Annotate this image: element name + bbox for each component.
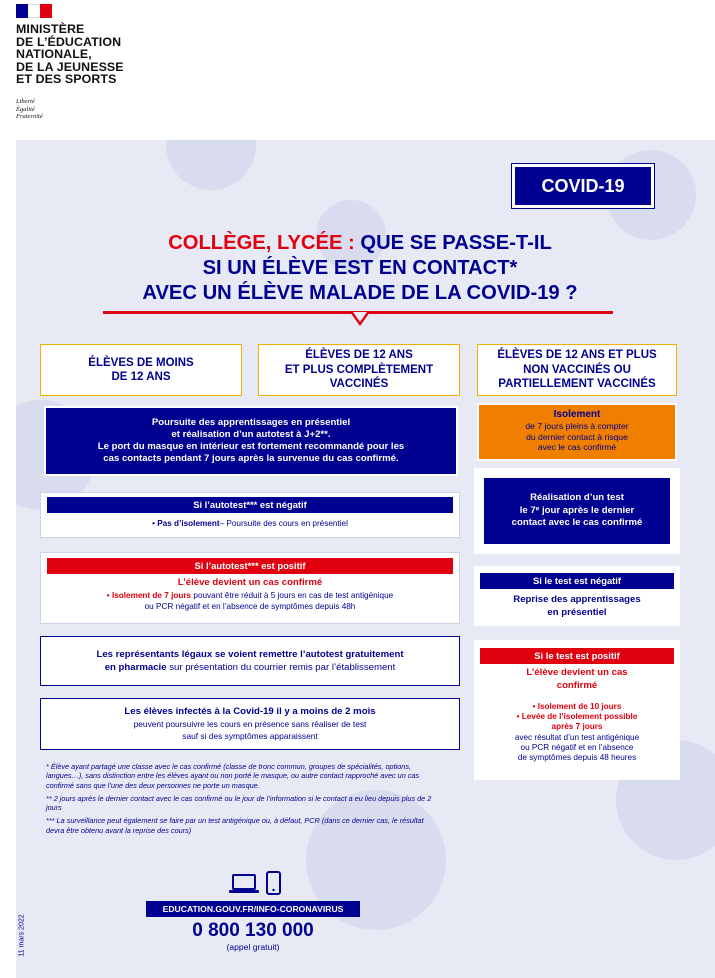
test-day-7-box: [482, 476, 672, 546]
main-box-line: et réalisation d’un autotest à J+2**.: [171, 428, 331, 440]
positive-bar: Si l’autotest*** est positif: [47, 558, 453, 574]
positive-condition-line: avec résultat d’un test antigénique: [514, 732, 640, 742]
resume-line: en présentiel: [547, 606, 607, 618]
pharmacy-text: en pharmacie: [104, 662, 167, 673]
isolation-lift-line: après 7 jours: [551, 722, 603, 732]
column-header-line: ÉLÈVES DE 12 ANS: [305, 349, 413, 362]
phone-number: 0 800 130 000: [192, 920, 314, 941]
isolation-7-days: • Isolement de 7 jours: [106, 591, 192, 600]
positive-condition-line: ou PCR négatif et en l’absence: [520, 742, 634, 752]
footnote-3: *** La surveillance peut également se faire par un test antigénique ou, à défaut, PCR (dans ce dernier cas, le résultat devra être obtenu avant la reprise des cours): [46, 816, 424, 835]
isolation-title: Isolement: [553, 409, 601, 420]
test-positive-card: [474, 640, 680, 780]
column-header-line: DE 12 ANS: [111, 371, 171, 383]
infected-students-box: [40, 698, 460, 750]
test-negative-bar: Si le test est négatif: [480, 573, 674, 589]
infected-line-3: sauf si des symptômes apparaissent: [182, 731, 318, 741]
negative-bar: Si l’autotest*** est négatif: [47, 497, 453, 513]
smartphone-icon: [266, 871, 281, 895]
main-box-line: Poursuite des apprentissages en présentiel: [151, 416, 351, 428]
test-negative-card: [474, 566, 680, 626]
autotest-positive-card: [40, 552, 460, 624]
page-title: [60, 231, 660, 306]
column-header-line: ÉLÈVES DE MOINS: [88, 356, 194, 369]
ministry-line: NATIONALE,: [16, 47, 92, 62]
info-url-link[interactable]: EDUCATION.GOUV.FR/INFO-CORONAVIRUS: [146, 901, 360, 917]
legal-reps-line-2: sur présentation du courrier remis par l’établissement: [166, 662, 396, 673]
ministry-line: DE L’ÉDUCATION: [16, 34, 122, 49]
phone-note: (appel gratuit): [226, 942, 280, 952]
laptop-icon: [228, 873, 260, 895]
infected-line-1: Les élèves infectés à la Covid-19 il y a moins de 2 mois: [124, 706, 376, 717]
test-box-line: Réalisation d’un test: [530, 492, 624, 504]
isolation-line: du dernier contact à risque: [526, 431, 628, 442]
autotest-main-box: [44, 406, 458, 476]
title-line-1: [60, 231, 660, 256]
confirmed-headline-line: confirmé: [556, 679, 598, 691]
virus-decoration-icon: [166, 140, 256, 190]
ministry-line: DE LA JEUNESSE: [16, 59, 124, 74]
confirmed-case-headline: L’élève devient un cas confirmé: [177, 577, 323, 588]
column-header-12-vaccinated: [258, 344, 460, 396]
title-red-part: COLLÈGE, LYCÉE :: [168, 232, 355, 254]
title-line-3: AVEC UN ÉLÈVE MALADE DE LA COVID-19 ?: [142, 282, 578, 304]
ministry-name: [16, 23, 156, 86]
column-header-under-12: [40, 344, 242, 396]
motto-line: Liberté: [16, 98, 35, 105]
resume-line: Reprise des apprentissages: [513, 594, 641, 605]
column-header-line: PARTIELLEMENT VACCINÉS: [498, 378, 656, 391]
test-box-frame: [474, 468, 680, 554]
covid-badge: COVID-19: [512, 164, 654, 208]
no-isolation-text: • Pas d’isolement: [152, 519, 220, 528]
column-header-12-not-vaccinated: [477, 344, 677, 396]
main-box-line: Le port du masque en intérieur est fortement recommandé pour les: [97, 441, 405, 452]
column-header-line: ÉLÈVES DE 12 ANS ET PLUS: [497, 349, 657, 362]
footnote-2: ** 2 jours après le dernier contact avec le cas confirmé ou le jour de l’information si le contact a eu lieu depuis plus de 2 jours: [46, 793, 432, 813]
column-header-line: ET PLUS COMPLÈTEMENT: [284, 363, 434, 376]
publication-date: 11 mars 2022: [18, 914, 26, 957]
main-box-line: cas contacts pendant 7 jours après la survenue du cas confirmé.: [103, 453, 399, 465]
autotest-negative-card: [40, 492, 460, 538]
footnote-1: * Élève ayant partagé une classe avec le cas confirmé (classe de tronc commun, groupes de spécialités, options, langues…), sans distinction entre les élèves ayant ou non porté le masque, ou autre contact rapproché avec un cas confirmé sans que l’une des deux personnes ne porte un masque.: [46, 762, 420, 790]
republic-motto: [16, 98, 43, 121]
positive-condition-line: de symptômes depuis 48 heures: [517, 753, 637, 763]
motto-line: Fraternité: [16, 113, 43, 120]
infected-line-2: peuvent poursuivre les cours en présence sans réaliser de test: [133, 719, 367, 729]
title-line1-rest: QUE SE PASSE-T-IL: [354, 232, 552, 254]
column-header-line: VACCINÉS: [329, 378, 389, 391]
republic-flag-logo: [16, 4, 52, 18]
motto-line: Égalité: [16, 105, 35, 113]
isolation-lift-line: • Levée de l’isolement possible: [516, 712, 638, 722]
column-header-line: NON VACCINÉS OU: [523, 363, 631, 376]
isolation-box: [477, 403, 677, 461]
isolation-line: avec le cas confirmé: [537, 442, 617, 453]
test-box-line: contact avec le cas confirmé: [511, 517, 643, 529]
title-notch-inner: [353, 312, 367, 322]
title-line-2: SI UN ÉLÈVE EST EN CONTACT*: [202, 257, 518, 279]
ministry-line: MINISTÈRE: [16, 22, 85, 36]
confirmed-headline-line: L’élève devient un cas: [526, 667, 628, 678]
footnotes: [46, 762, 441, 839]
ministry-line: ET DES SPORTS: [16, 72, 117, 87]
test-box-line: le 7ᵉ jour après le dernier: [519, 504, 635, 516]
legal-reps-box: [40, 636, 460, 686]
isolation-reduction-text: pouvant être réduit à 5 jours en cas de test antigénique: [191, 591, 394, 600]
isolation-condition-text: ou PCR négatif et en l’absence de symptômes depuis 48h: [144, 602, 356, 611]
test-positive-bar: Si le test est positif: [480, 648, 674, 664]
legal-reps-line-1: Les représentants légaux se voient remettre l’autotest gratuitement: [96, 649, 404, 660]
continue-classes-text: – Poursuite des cours en présentiel: [219, 519, 348, 528]
isolation-line: de 7 jours pleins à compter: [525, 420, 629, 431]
isolation-10-days: • Isolement de 10 jours: [532, 702, 622, 711]
